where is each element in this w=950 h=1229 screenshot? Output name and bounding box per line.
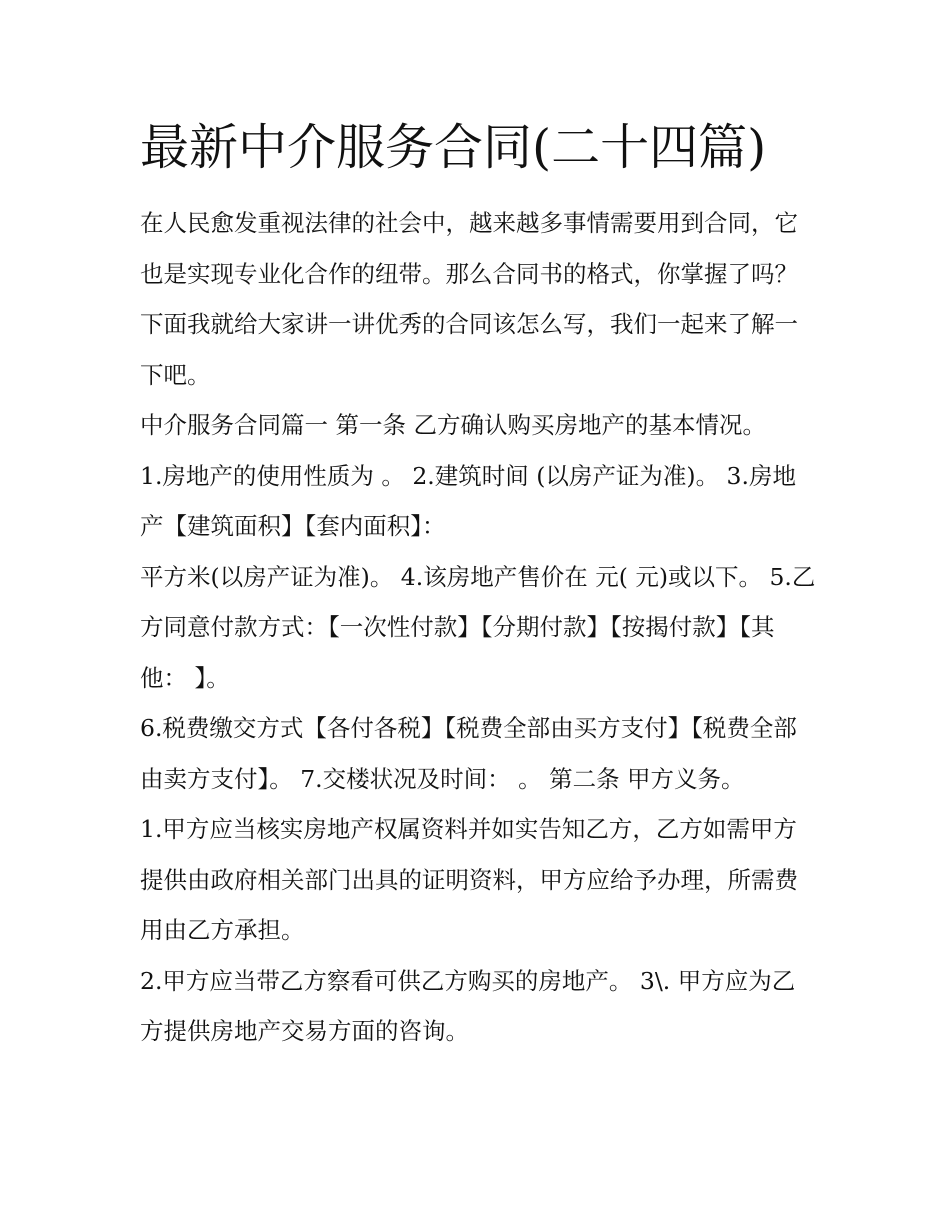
document-title: 最新中介服务合同(二十四篇) [140,119,767,176]
paragraph-article-1-heading: 中介服务合同篇一 第一条 乙方确认购买房地产的基本情况。 [140,411,766,439]
paragraph-intro: 在人民愈发重视法律的社会中，越来越多事情需要用到合同，它也是实现专业化合作的纽带。那么合同书的格式，你掌握了吗？下面我就给大家讲一讲优秀的合同该怎么写，我们一起来了解一下吧。 [140,209,798,389]
paragraph-price-payment: 平方米(以房产证为准)。 4.该房地产售价在 元( 元)或以下。 5.乙方同意付款方式：【一次性付款】【分期付款】【按揭付款】【其他： 】。 [140,562,816,692]
paragraph-tax-handover: 6.税费缴交方式【各付各税】【税费全部由买方支付】【税费全部由卖方支付】。 7.交楼状况及时间： 。 第二条 甲方义务。 [140,714,797,793]
document-body [140,198,818,1057]
paragraph-party-a-duty-1: 1.甲方应当核实房地产权属资料并如实告知乙方，乙方如需甲方提供由政府相关部门出具的证明资料，甲方应给予办理，所需费用由乙方承担。 [140,815,798,944]
paragraph-property-usage: 1.房地产的使用性质为 。 2.建筑时间 (以房产证为准)。 3.房地产【建筑面积】【套内面积】： [140,461,796,540]
paragraph-party-a-duty-2: 2.甲方应当带乙方察看可供乙方购买的房地产。 3\. 甲方应为乙方提供房地产交易方面的咨询。 [140,966,796,1045]
